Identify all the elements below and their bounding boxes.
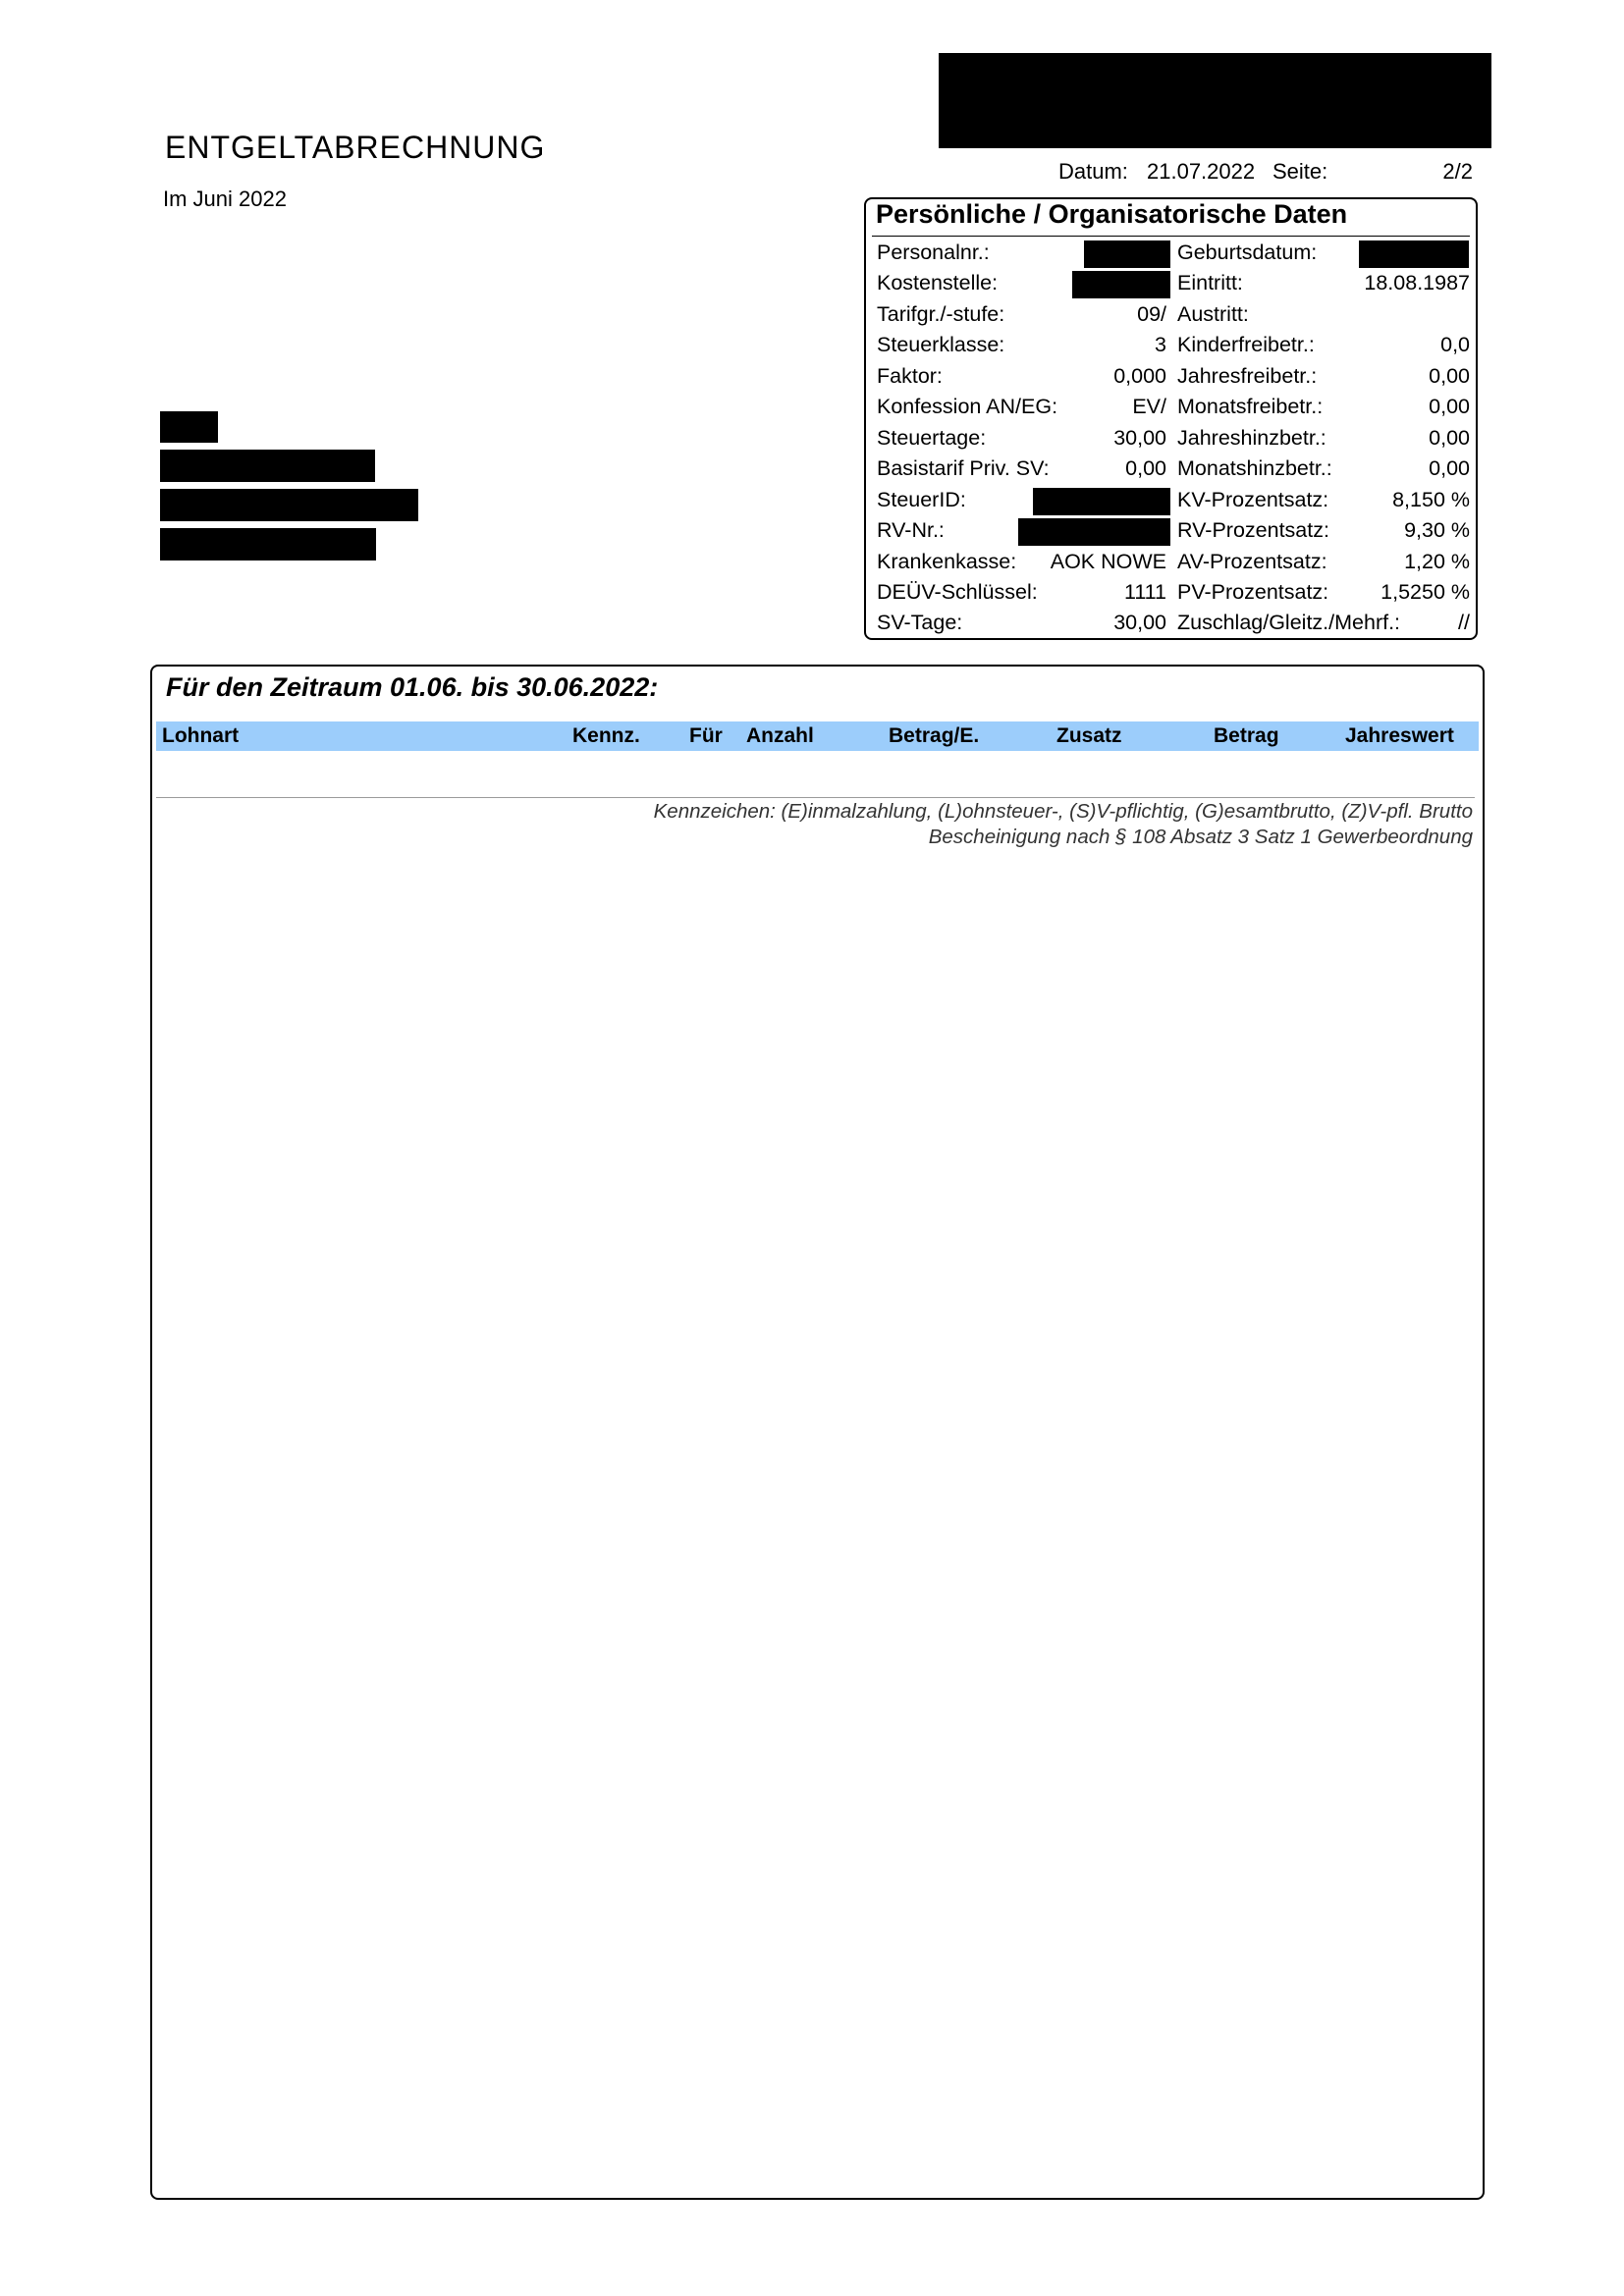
info-right-value: 0,00 [1429,426,1470,450]
info-row [866,302,1476,332]
redacted-address-line-4 [160,528,376,561]
info-left-value: 30,00 [1113,426,1166,450]
info-row [866,426,1476,455]
info-left-label: DEÜV-Schlüssel: [877,580,1038,604]
flags-legend: Kennzeichen: (E)inmalzahlung, (L)ohnsteuer-, (S)V-pflichtig, (G)esamtbrutto, (Z)V-pfl. Brutto [653,800,1473,823]
info-right-label: Kinderfreibetr.: [1177,333,1315,356]
info-left-value: AOK NOWE [1050,550,1166,573]
info-row [866,488,1476,517]
period-title: Für den Zeitraum 01.06. bis 30.06.2022: [166,672,659,702]
column-header-anzahl: Anzahl [746,724,814,747]
info-row [866,395,1476,424]
info-left-label: Steuertage: [877,426,987,450]
certification-note: Bescheinigung nach § 108 Absatz 3 Satz 1 Gewerbeordnung [928,826,1473,848]
info-right-label: KV-Prozentsatz: [1177,488,1329,511]
page-value: 2/2 [1442,159,1473,184]
info-right-value: 1,5250 % [1380,580,1470,604]
info-right-label: Zuschlag/Gleitz./Mehrf.: [1177,611,1401,634]
info-left-label: SteuerID: [877,488,966,511]
info-right-value: 18.08.1987 [1364,271,1470,294]
info-row [866,580,1476,610]
info-row [866,550,1476,579]
info-right-value: // [1458,611,1470,634]
redacted-address-line-3 [160,489,418,521]
date-label: Datum: [1058,159,1128,184]
redacted-birth-date [1359,240,1469,268]
info-row [866,456,1476,486]
date-value: 21.07.2022 [1147,159,1256,184]
page-label: Seite: [1272,159,1328,184]
personal-data-box [864,197,1478,640]
info-right-value: 9,30 % [1404,518,1470,542]
personal-data-title: Persönliche / Organisatorische Daten [876,199,1348,229]
info-right-label: Jahresfreibetr.: [1177,364,1318,388]
info-left-label: Personalnr.: [877,240,990,264]
info-row [866,333,1476,362]
redacted-address-line-1 [160,411,218,443]
info-row [866,518,1476,548]
document-title: ENTGELTABRECHNUNG [165,130,546,165]
column-header-fuer: Für [689,724,723,747]
info-right-label: Monatshinzbetr.: [1177,456,1332,480]
column-header-zusatz: Zusatz [1056,724,1122,747]
info-left-label: Konfession AN/EG: [877,395,1058,418]
info-right-label: Eintritt: [1177,271,1243,294]
info-right-value: 0,00 [1429,364,1470,388]
redacted-company-block [939,53,1491,148]
info-row [866,364,1476,394]
info-right-label: AV-Prozentsatz: [1177,550,1327,573]
info-right-value: 0,00 [1429,456,1470,480]
info-left-label: Tarifgr./-stufe: [877,302,1005,326]
info-left-value: 30,00 [1113,611,1166,634]
redacted-address-line-2 [160,450,375,482]
info-left-label: Krankenkasse: [877,550,1017,573]
date-line [0,159,1624,188]
column-header-betrag: Betrag [1214,724,1279,747]
info-left-label: RV-Nr.: [877,518,945,542]
column-header-lohnart: Lohnart [162,724,240,747]
info-left-label: Kostenstelle: [877,271,999,294]
info-left-value: EV/ [1132,395,1166,418]
column-header-betrag-e: Betrag/E. [889,724,980,747]
info-left-label: Steuerklasse: [877,333,1005,356]
info-left-label: SV-Tage: [877,611,963,634]
redacted-cost-center [1072,271,1170,298]
personal-data-divider [872,236,1470,237]
info-right-value: 0,00 [1429,395,1470,418]
column-header-jahreswert: Jahreswert [1345,724,1454,747]
info-left-value: 0,000 [1113,364,1166,388]
info-row [866,271,1476,300]
billing-period: Im Juni 2022 [163,187,287,211]
info-right-label: Geburtsdatum: [1177,240,1318,264]
info-left-value: 1111 [1123,580,1166,604]
info-right-label: Austritt: [1177,302,1249,326]
info-right-value: 0,0 [1440,333,1470,356]
info-right-label: Jahreshinzbetr.: [1177,426,1326,450]
redacted-pension-number [1018,518,1170,546]
info-left-value: 0,00 [1125,456,1166,480]
info-right-label: PV-Prozentsatz: [1177,580,1329,604]
info-row [866,611,1476,640]
redacted-personnel-number [1084,240,1170,268]
info-left-value: 3 [1155,333,1166,356]
info-left-label: Faktor: [877,364,943,388]
redacted-tax-id [1033,488,1170,515]
table-divider [156,797,1475,798]
info-left-label: Basistarif Priv. SV: [877,456,1050,480]
info-right-label: RV-Prozentsatz: [1177,518,1329,542]
column-header-kennz: Kennz. [572,724,640,747]
table-header [156,721,1479,751]
info-right-label: Monatsfreibetr.: [1177,395,1324,418]
billing-table-box [150,665,1485,2200]
info-right-value: 1,20 % [1404,550,1470,573]
info-right-value: 8,150 % [1392,488,1470,511]
info-left-value: 09/ [1137,302,1166,326]
